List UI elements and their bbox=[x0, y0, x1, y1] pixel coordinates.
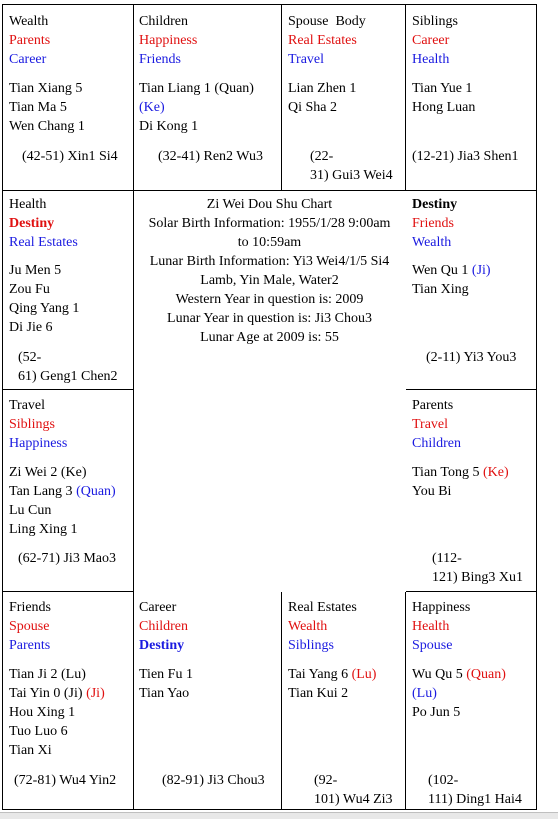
branch-label: 111) Ding1 Hai4 bbox=[428, 792, 522, 807]
palace-name-tertiary: Health bbox=[412, 52, 450, 67]
palace-hai bbox=[406, 592, 537, 810]
branch-label: (82-91) Ji3 Chou3 bbox=[162, 773, 265, 788]
star-line bbox=[288, 665, 376, 684]
palace-name-tertiary: Children bbox=[412, 436, 461, 451]
palace-name-tertiary: Siblings bbox=[288, 638, 334, 653]
star-modifier: (Ji) bbox=[471, 263, 491, 278]
chart-info bbox=[134, 191, 405, 592]
branch-label: (2-11) Yi3 You3 bbox=[426, 350, 517, 365]
palace-si bbox=[2, 4, 134, 191]
palace-name-primary: Real Estates bbox=[288, 600, 357, 615]
palace-name-primary: Wealth bbox=[9, 14, 49, 29]
solar-birth-info: Solar Birth Information: 1955/1/28 9:00am bbox=[148, 216, 391, 231]
palace-name-tertiary: Real Estates bbox=[9, 235, 78, 250]
star-name: Tai Yin 0 (Ji) bbox=[9, 686, 87, 701]
lunar-age: Lunar Age at 2009 is: 55 bbox=[200, 330, 339, 345]
star-line: Ju Men 5 bbox=[9, 263, 62, 278]
branch-label: (52- bbox=[18, 350, 42, 365]
palace-name-secondary: Career bbox=[412, 33, 450, 48]
palace-name-primary: Friends bbox=[9, 600, 51, 615]
branch-label: (42-51) Xin1 Si4 bbox=[22, 149, 118, 164]
star-line: Tian Ji 2 (Lu) bbox=[9, 667, 86, 682]
palace-name-tertiary: Happiness bbox=[9, 436, 68, 451]
branch-label: (102- bbox=[428, 773, 459, 788]
star-modifier: (Quan) bbox=[76, 484, 116, 499]
palace-you bbox=[406, 191, 537, 390]
solar-birth-info-cont: to 10:59am bbox=[237, 235, 302, 250]
palace-xu bbox=[406, 390, 537, 592]
star-line: Zi Wei 2 (Ke) bbox=[9, 465, 87, 480]
palace-name-secondary: Siblings bbox=[9, 417, 55, 432]
palace-name-primary: Spouse Body bbox=[288, 14, 366, 29]
palace-name-tertiary: Parents bbox=[9, 638, 51, 653]
palace-name-primary: Destiny bbox=[412, 197, 458, 212]
star-line: Tian Yao bbox=[139, 686, 190, 701]
branch-label: (72-81) Wu4 Yin2 bbox=[14, 773, 117, 788]
branch-label: (22- bbox=[310, 149, 334, 164]
palace-name-tertiary: Wealth bbox=[412, 235, 452, 250]
star-line: Tian Kui 2 bbox=[288, 686, 349, 701]
palace-name-tertiary: Spouse bbox=[412, 638, 453, 653]
palace-name-primary: Siblings bbox=[412, 14, 458, 29]
star-name: Wu Qu 5 bbox=[412, 667, 467, 682]
branch-label: 61) Geng1 Chen2 bbox=[18, 369, 118, 384]
star-name: Tai Yang 6 bbox=[288, 667, 352, 682]
branch-label: (92- bbox=[314, 773, 338, 788]
star-modifier: (Ke) bbox=[482, 465, 509, 480]
palace-chou bbox=[134, 592, 282, 810]
branch-label: 121) Bing3 Xu1 bbox=[432, 570, 523, 585]
palace-name-secondary: Spouse bbox=[9, 619, 50, 634]
palace-name-secondary: Children bbox=[139, 619, 188, 634]
star-line: Tian Liang 1 (Quan) bbox=[139, 81, 254, 96]
palace-name-secondary: Destiny bbox=[9, 216, 55, 231]
star-line: Tian Xiang 5 bbox=[9, 81, 83, 96]
star-line bbox=[412, 261, 491, 280]
palace-name-tertiary: Travel bbox=[288, 52, 325, 67]
palace-mao bbox=[2, 390, 134, 592]
star-modifier: (Ji) bbox=[86, 686, 105, 701]
star-line: Zou Fu bbox=[9, 282, 50, 297]
branch-label: (32-41) Ren2 Wu3 bbox=[158, 149, 263, 164]
palace-chen bbox=[2, 191, 134, 390]
star-name: Tan Lang 3 bbox=[9, 484, 77, 499]
star-line: Po Jun 5 bbox=[412, 705, 461, 720]
star-name: Tian Tong 5 bbox=[412, 465, 483, 480]
star-line: Lu Cun bbox=[9, 503, 52, 518]
star-line bbox=[412, 665, 506, 684]
palace-wu bbox=[134, 4, 282, 191]
palace-name-secondary: Real Estates bbox=[288, 33, 357, 48]
palace-name-secondary: Friends bbox=[412, 216, 454, 231]
star-line: Tian Xi bbox=[9, 743, 52, 758]
star-line: Lian Zhen 1 bbox=[288, 81, 357, 96]
palace-name-secondary: Wealth bbox=[288, 619, 328, 634]
lunar-year: Lunar Year in question is: Ji3 Chou3 bbox=[167, 311, 372, 326]
star-line: Hou Xing 1 bbox=[9, 705, 76, 720]
palace-name-tertiary: Career bbox=[9, 52, 47, 67]
palace-name-secondary: Travel bbox=[412, 417, 449, 432]
star-name: Wen Qu 1 bbox=[412, 263, 472, 278]
star-line bbox=[9, 482, 116, 501]
branch-label: 101) Wu4 Zi3 bbox=[314, 792, 393, 807]
star-line bbox=[9, 684, 105, 703]
branch-label: (62-71) Ji3 Mao3 bbox=[18, 551, 116, 566]
palace-name-secondary: Happiness bbox=[139, 33, 198, 48]
star-line: Tien Fu 1 bbox=[139, 667, 193, 682]
palace-name-tertiary: Friends bbox=[139, 52, 181, 67]
star-line bbox=[412, 463, 509, 482]
star-line: Tian Yue 1 bbox=[412, 81, 473, 96]
western-year: Western Year in question is: 2009 bbox=[175, 292, 364, 307]
palace-zi bbox=[282, 592, 406, 810]
star-line: You Bi bbox=[412, 484, 452, 499]
palace-wei bbox=[282, 4, 406, 191]
star-line: Hong Luan bbox=[412, 100, 476, 115]
palace-name-primary: Travel bbox=[9, 398, 46, 413]
star-line: Qi Sha 2 bbox=[288, 100, 337, 115]
star-line: Di Kong 1 bbox=[139, 119, 199, 134]
chart-title: Zi Wei Dou Shu Chart bbox=[206, 197, 333, 212]
star-modifier: (Lu) bbox=[351, 667, 377, 682]
palace-name-primary: Happiness bbox=[412, 600, 471, 615]
palace-name-secondary: Parents bbox=[9, 33, 51, 48]
palace-yin bbox=[2, 592, 134, 810]
branch-label: 31) Gui3 Wei4 bbox=[310, 168, 393, 183]
star-modifier: (Ke) bbox=[139, 100, 165, 115]
star-line: Ling Xing 1 bbox=[9, 522, 78, 537]
star-line: Qing Yang 1 bbox=[9, 301, 80, 316]
palace-name-primary: Health bbox=[9, 197, 47, 212]
palace-name-secondary: Health bbox=[412, 619, 450, 634]
star-line: Tuo Luo 6 bbox=[9, 724, 68, 739]
lunar-birth-info-cont: Lamb, Yin Male, Water2 bbox=[200, 273, 339, 288]
branch-label: (12-21) Jia3 Shen1 bbox=[412, 149, 519, 164]
star-line: Tian Ma 5 bbox=[9, 100, 67, 115]
palace-name-primary: Children bbox=[139, 14, 188, 29]
palace-shen bbox=[406, 4, 537, 191]
branch-label: (112- bbox=[432, 551, 462, 566]
star-line: Tian Xing bbox=[412, 282, 469, 297]
palace-name-primary: Parents bbox=[412, 398, 454, 413]
star-modifier: (Quan) bbox=[466, 667, 506, 682]
palace-name-tertiary: Destiny bbox=[139, 638, 185, 653]
palace-name-primary: Career bbox=[139, 600, 177, 615]
star-line: Wen Chang 1 bbox=[9, 119, 85, 134]
star-line: Di Jie 6 bbox=[9, 320, 53, 335]
lunar-birth-info: Lunar Birth Information: Yi3 Wei4/1/5 Si4 bbox=[149, 254, 390, 269]
star-modifier: (Lu) bbox=[412, 686, 437, 701]
